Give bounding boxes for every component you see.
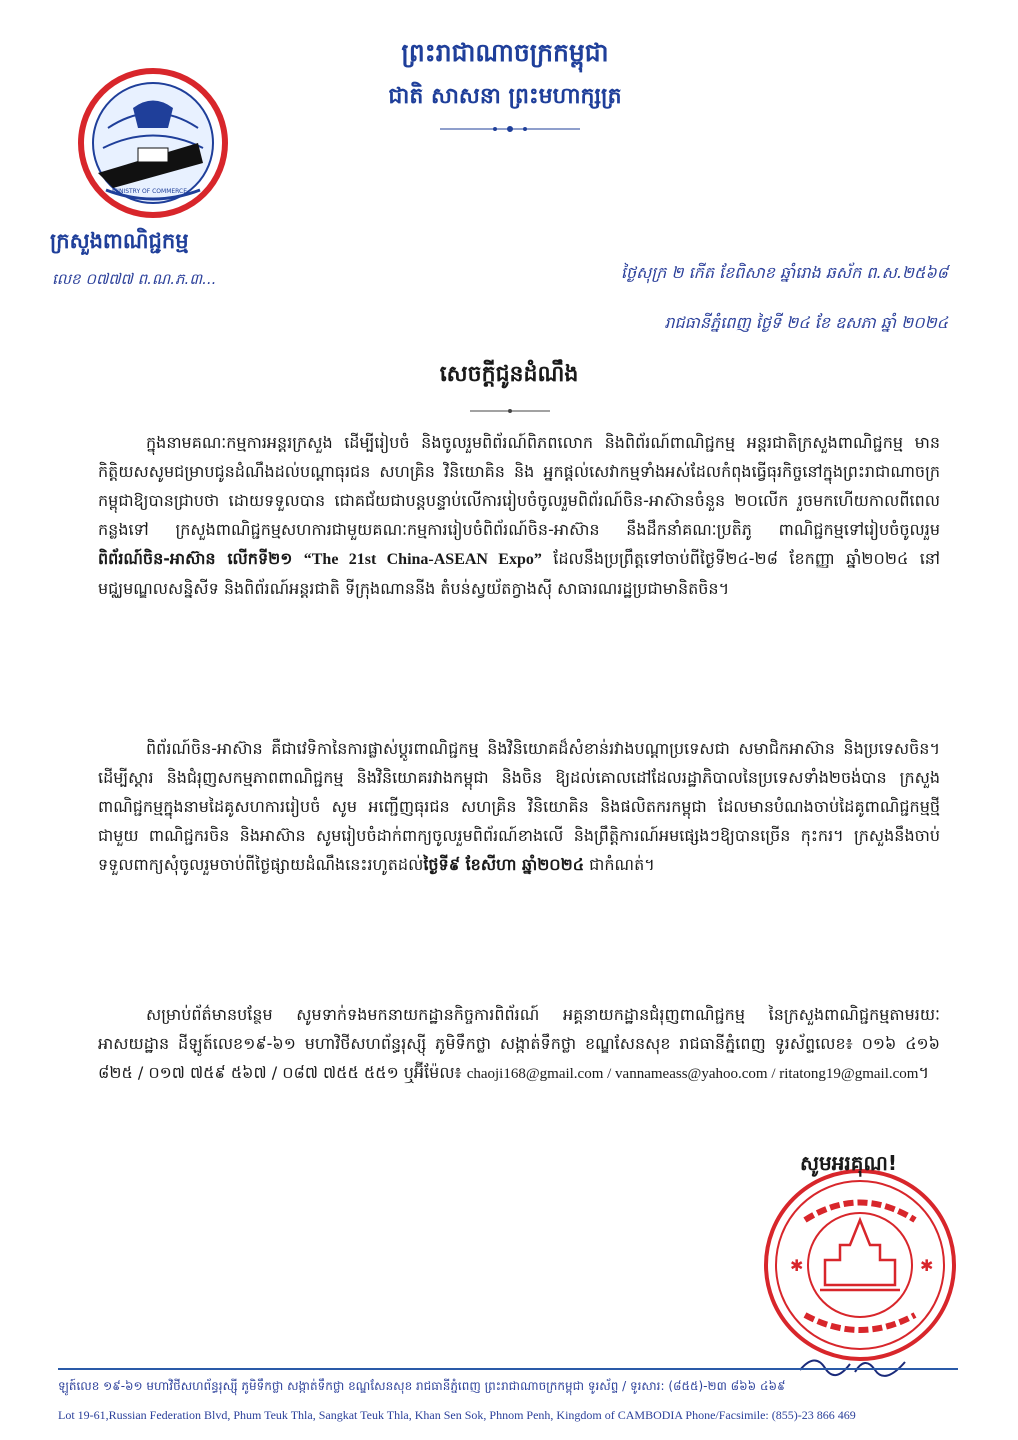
- p3-text-a: សម្រាប់ព័ត៌មានបន្ថែម សូមទាក់ទងមកនាយកដ្ឋានកិច្ចការពិព័រណ៍ អគ្គនាយកដ្ឋានជំរុញពាណិជ្ជកម្ម នៃក្រសួងពាណិជ្ជកម្មតាមរយៈអាសយដ្ឋាន ដីឡូត៍លេខ១៩-៦១ មហាវិថីសហព័ន្ធរុស្ស៊ី ភូមិទឹកថ្លា សង្កាត់ទឹកថ្លា ខណ្ឌសែនសុខ រាជធានីភ្នំពេញ ទូរស័ព្ទលេខ៖ ០១៦ ៤១៦ ៨២៥ / ០១៧ ៧៥៩ ៥៦៧ / ០៨៧ ៧៥៥ ៥៥១ ឬអ៊ីម៉ែល៖: [98, 1005, 940, 1082]
- footer-address-english: Lot 19-61,Russian Federation Blvd, Phum Teuk Thla, Sangkat Teuk Thla, Khan Sen Sok, Phnom Penh, Kingdom of CAMBODIA Phone/Facsimile: (855)-23 866 469: [58, 1408, 856, 1422]
- kingdom-heading: ព្រះរាជាណាចក្រកម្ពុជា: [401, 38, 609, 67]
- ministry-name: ក្រសួងពាណិជ្ជកម្ម: [50, 229, 189, 253]
- svg-text:✱: ✱: [790, 1256, 804, 1275]
- p2-deadline: ថ្ងៃទី៩ ខែសីហា ឆ្នាំ២០២៤: [423, 855, 585, 874]
- official-stamp: [760, 1165, 960, 1365]
- contact-emails: chaoji168@gmail.com / vannameass@yahoo.com / ritatong19@gmail.com: [466, 1066, 919, 1082]
- closing-greeting: សូមអរគុណ!: [800, 1151, 898, 1175]
- reference-number: លេខ ០៧៧៧ ព.ណ.ភ.៣...: [52, 270, 217, 288]
- title-ornament: [470, 408, 550, 414]
- p3-text-b: ។: [918, 1063, 929, 1082]
- p2-text-a: ពិព័រណ៍ចិន-អាស៊ាន គឺជាវេទិកានៃការផ្លាស់ប្តូរពាណិជ្ជកម្ម និងវិនិយោគដ៏សំខាន់រវាងបណ្តាប្រទេសជា សមាជិកអាស៊ាន និងប្រទេសចិន។ ដើម្បីស្តារ និងជំរុញសកម្មភាពពាណិជ្ជកម្ម និងវិនិយោគរវាងកម្ពុជា និងចិន ឱ្យដល់គោលដៅដែលរដ្ឋាភិបាលនៃប្រទេសទាំង២ចង់បាន ក្រសួងពាណិជ្ជកម្មក្នុងនាមដៃគូសហការរៀបចំ សូម អញ្ជើញធុរជន សហគ្រិន វិនិយោគិន និងផលិតករកម្ពុជា ដែលមានបំណងចាប់ដៃគូពាណិជ្ជកម្មថ្មីជាមួយ ពាណិជ្ជករចិន និងអាស៊ាន សូមរៀបចំដាក់ពាក្យចូលរួមពិព័រណ៍ខាងលើ និងព្រឹត្តិការណ៍អមផ្សេងៗឱ្យបានច្រើន កុះករ។ ក្រសួងនឹងចាប់ទទួលពាក្យសុំចូលរួមចាប់ពីថ្ងៃផ្សាយដំណឹងនេះរហូតដល់: [98, 739, 940, 874]
- svg-text:✱: ✱: [920, 1256, 934, 1275]
- lunar-date: ថ្ងៃសុក្រ ២ កើត ខែពិសាខ ឆ្នាំរោង ឆស័ក ព.ស.២៥៦៨: [620, 263, 948, 282]
- signature: [795, 1350, 915, 1380]
- footer-address-khmer: ឡូត៍លេខ ១៩-៦១ មហាវិថីសហព័ន្ធរុស្ស៊ី ភូមិទឹកថ្លា សង្កាត់ទឹកថ្លា ខណ្ឌសែនសុខ រាជធានីភ្នំពេញ ព្រះរាជាណាចក្រកម្ពុជា ទូរស័ព្ទ / ទូរសារ: (៨៥៥)-២៣ ៨៦៦ ៤៦៩: [58, 1379, 786, 1393]
- motto-heading: ជាតិ សាសនា ព្រះមហាក្សត្រ: [388, 84, 622, 109]
- paragraph-1: [98, 428, 940, 603]
- p2-text-b: ជាកំណត់។: [589, 855, 655, 874]
- document-title: សេចក្តីជូនដំណឹង: [439, 362, 579, 387]
- ministry-logo: [78, 68, 228, 218]
- p1-expo-english: “The 21st China-ASEAN Expo”: [303, 551, 542, 568]
- logo-caption: MINISTRY OF COMMERCE: [112, 188, 188, 195]
- footer-divider: [58, 1368, 958, 1370]
- header-ornament: [440, 124, 580, 134]
- solar-date: រាជធានីភ្នំពេញ ថ្ងៃទី ២៤ ខែ ឧសភា ឆ្នាំ ២០២៤: [664, 313, 948, 332]
- p1-expo-name: ពិព័រណ៍ចិន-អាស៊ាន លើកទី២១: [98, 549, 293, 568]
- paragraph-3: [98, 1000, 940, 1089]
- paragraph-2: [98, 734, 940, 879]
- p1-text-b: ដែលនឹងប្រព្រឹត្តទៅចាប់ពីថ្ងៃទី២៤-២៨ ខែកញ្ញា ឆ្នាំ២០២៤ នៅមជ្ឈមណ្ឌលសន្និសីទ និងពិព័រណ៍អន្តរជាតិ ទីក្រុងណាននីង តំបន់ស្វយ័តក្វាងស៊ី សាធារណរដ្ឋប្រជាមានិតចិន។: [98, 549, 941, 598]
- p1-text-a: ក្នុងនាមគណៈកម្មការអន្តរក្រសួង ដើម្បីរៀបចំ និងចូលរួមពិព័រណ៍ពិភពលោក និងពិព័រណ៍ពាណិជ្ជកម្ម អន្តរជាតិក្រសួងពាណិជ្ជកម្ម មានកិត្តិយសសូមជម្រាបជូនដំណឹងដល់បណ្តាធុរជន សហគ្រិន វិនិយោគិន និង អ្នកផ្តល់សេវាកម្មទាំងអស់ដែលកំពុងធ្វើធុរកិច្ចនៅក្នុងព្រះរាជាណាចក្រកម្ពុជាឱ្យបានជ្រាបថា ដោយទទួលបាន ជោគជ័យជាបន្តបន្ទាប់លើការរៀបចំចូលរួមពិព័រណ៍ចិន-អាស៊ានចំនួន ២០លើក រួចមកហើយកាលពីពេល កន្លងទៅ ក្រសួងពាណិជ្ជកម្មសហការជាមួយគណៈកម្មការរៀបចំពិព័រណ៍ចិន-អាស៊ាន នឹងដឹកនាំគណៈប្រតិភូ ពាណិជ្ជកម្មទៅរៀបចំចូលរួម: [98, 433, 940, 539]
